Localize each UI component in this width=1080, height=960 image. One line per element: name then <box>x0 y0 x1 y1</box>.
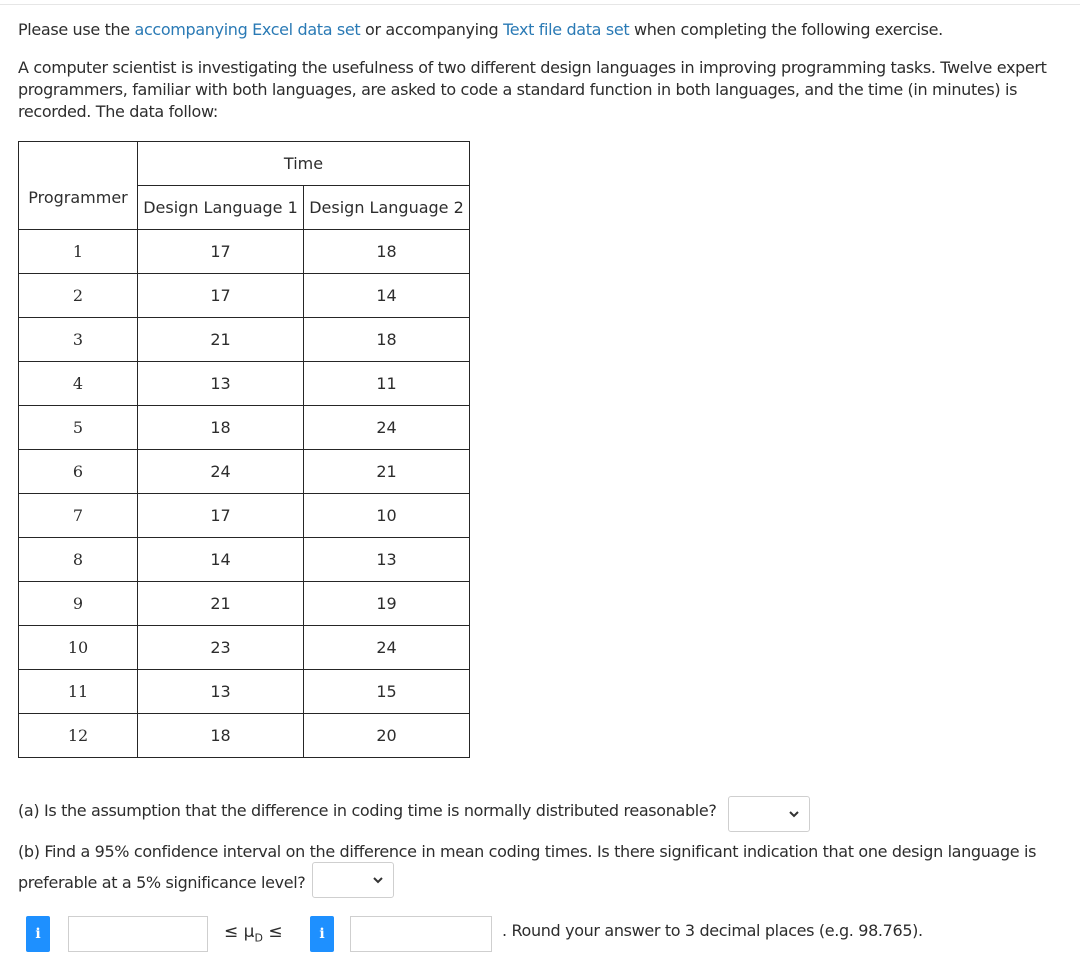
lang2-cell: 20 <box>304 714 470 758</box>
intro-middle: or accompanying <box>360 20 504 39</box>
lang2-cell: 21 <box>304 450 470 494</box>
programmer-cell: 8 <box>19 538 138 582</box>
lang2-cell: 24 <box>304 626 470 670</box>
programmer-header-label: Programmer <box>28 188 128 207</box>
chevron-down-icon <box>371 871 385 889</box>
lang1-cell: 14 <box>138 538 304 582</box>
lang1-cell: 13 <box>138 670 304 714</box>
table-row <box>19 582 470 626</box>
text-file-data-link[interactable]: Text file data set <box>503 20 630 39</box>
chevron-down-icon <box>787 805 801 823</box>
programmer-header <box>19 142 138 230</box>
table-row <box>19 362 470 406</box>
lang2-cell: 10 <box>304 494 470 538</box>
lang2-cell: 13 <box>304 538 470 582</box>
lower-bound-input[interactable] <box>68 916 208 952</box>
programmer-cell: 12 <box>19 714 138 758</box>
programmer-cell: 4 <box>19 362 138 406</box>
mu-symbol: ≤ μ <box>224 922 255 942</box>
lang2-cell: 19 <box>304 582 470 626</box>
lang2-cell: 18 <box>304 230 470 274</box>
programmer-cell: 6 <box>19 450 138 494</box>
lang1-cell: 17 <box>138 274 304 318</box>
upper-bound-input[interactable] <box>350 916 492 952</box>
table-row <box>19 318 470 362</box>
mu-inequality-end: ≤ <box>262 922 283 942</box>
lang1-cell: 17 <box>138 494 304 538</box>
intro-after: when completing the following exercise. <box>629 20 943 39</box>
programmer-cell: 5 <box>19 406 138 450</box>
programmer-cell: 11 <box>19 670 138 714</box>
lang2-cell: 18 <box>304 318 470 362</box>
programmer-cell: 9 <box>19 582 138 626</box>
top-divider <box>0 4 1080 5</box>
time-header: Time <box>138 142 470 186</box>
normality-dropdown[interactable] <box>728 796 810 832</box>
intro-text <box>18 19 1068 41</box>
excel-data-link[interactable]: accompanying Excel data set <box>134 20 361 39</box>
table-row <box>19 450 470 494</box>
lang1-cell: 23 <box>138 626 304 670</box>
mu-subscript: D <box>254 931 263 945</box>
programmer-cell: 3 <box>19 318 138 362</box>
programmer-cell: 2 <box>19 274 138 318</box>
programmer-cell: 1 <box>19 230 138 274</box>
lang1-cell: 13 <box>138 362 304 406</box>
table-row <box>19 494 470 538</box>
lang1-cell: 17 <box>138 230 304 274</box>
rounding-note: . Round your answer to 3 decimal places (e.g. 98.765). <box>502 921 923 940</box>
lang1-cell: 21 <box>138 318 304 362</box>
table-row <box>19 230 470 274</box>
info-icon[interactable]: i <box>26 916 50 952</box>
lang2-cell: 14 <box>304 274 470 318</box>
lang1-header: Design Language 1 <box>138 186 304 230</box>
table-row <box>19 274 470 318</box>
programmer-cell: 10 <box>19 626 138 670</box>
lang2-cell: 15 <box>304 670 470 714</box>
info-icon[interactable]: i <box>310 916 334 952</box>
lang1-cell: 18 <box>138 714 304 758</box>
lang1-cell: 18 <box>138 406 304 450</box>
lang2-header: Design Language 2 <box>304 186 470 230</box>
problem-description: A computer scientist is investigating the usefulness of two different design languages in improving programming tasks. Twelve expert programmers, familiar with both languages, are asked to code a standard function in both languages, and the time (in minutes) is recorded. The data follow: <box>18 58 1047 121</box>
lang1-cell: 21 <box>138 582 304 626</box>
intro-before: Please use the <box>18 20 135 39</box>
table-row <box>19 406 470 450</box>
question-a: (a) Is the assumption that the difference in coding time is normally distributed reasonable? <box>18 801 717 820</box>
lang1-cell: 24 <box>138 450 304 494</box>
confidence-interval-row <box>26 916 1066 952</box>
table-row <box>19 538 470 582</box>
table-row <box>19 670 470 714</box>
table-row <box>19 714 470 758</box>
data-table <box>18 141 470 758</box>
significance-dropdown[interactable] <box>312 862 394 898</box>
lang2-cell: 24 <box>304 406 470 450</box>
question-b: (b) Find a 95% confidence interval on the difference in mean coding times. Is there significant indication that one design language is preferable at a 5% significance level? <box>18 842 1037 892</box>
mu-d-label <box>224 922 283 944</box>
lang2-cell: 11 <box>304 362 470 406</box>
table-row <box>19 626 470 670</box>
programmer-cell: 7 <box>19 494 138 538</box>
